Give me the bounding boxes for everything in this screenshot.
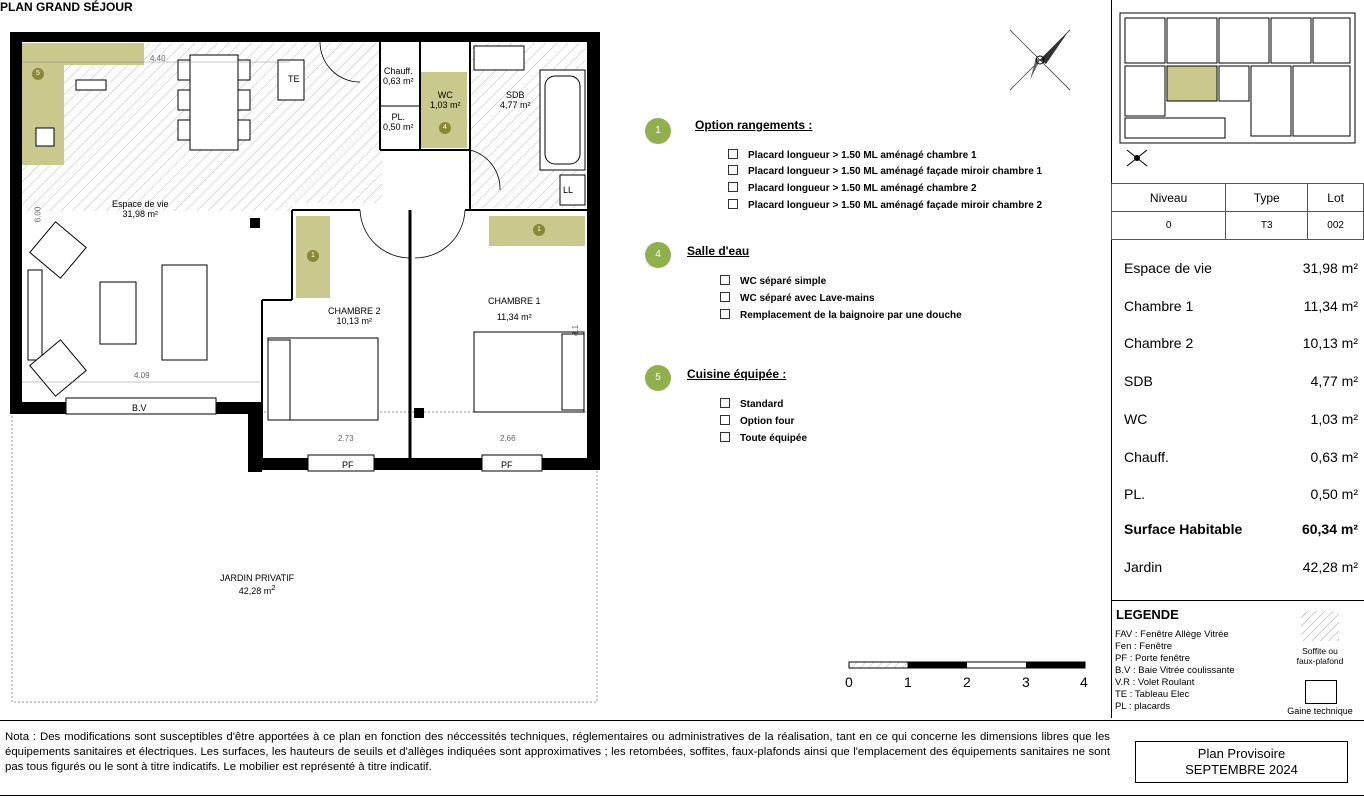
bottom-divider <box>0 795 1364 796</box>
checkbox[interactable] <box>720 309 730 319</box>
label-pf-ch1: PF <box>501 460 513 470</box>
scale-tick: 1 <box>904 674 912 690</box>
option-4-item[interactable]: Remplacement de la baignoire par une douche <box>720 309 962 321</box>
scale-bar <box>849 662 1085 668</box>
table-cell: 002 <box>1308 212 1364 240</box>
surface-row: Espace de vie 31,98 m² <box>1124 260 1358 276</box>
legend-item: FAV : Fenêtre Allège Vitrée <box>1115 629 1229 640</box>
option-1-badge: 1 <box>645 118 671 144</box>
label-te: TE <box>288 74 300 84</box>
label-chambre2: CHAMBRE 2 10,13 m² <box>328 306 381 326</box>
label-sdb: SDB 4,77 m² <box>500 90 531 110</box>
provisional-stamp: Plan Provisoire SEPTEMBRE 2024 <box>1135 741 1348 783</box>
option-1-title: Option rangements : <box>695 118 813 132</box>
table-cell: T3 <box>1226 212 1308 240</box>
option-1-item[interactable]: Placard longueur > 1.50 ML aménagé façade miroir chambre 2 <box>728 199 1042 211</box>
option-5-badge: 5 <box>645 365 671 391</box>
dim-6: 4.1 <box>571 324 581 337</box>
dim-1: 4.40 <box>150 54 166 63</box>
table-header: Niveau <box>1112 184 1226 212</box>
option-4-item[interactable]: WC séparé simple <box>720 275 826 287</box>
option-4-badge: 4 <box>645 242 671 268</box>
gaine-label: Gaine technique <box>1287 706 1353 716</box>
checkbox[interactable] <box>720 415 730 425</box>
checkbox[interactable] <box>720 292 730 302</box>
option-5-item[interactable]: Standard <box>720 398 783 410</box>
checkbox[interactable] <box>720 432 730 442</box>
scale-tick: 0 <box>845 674 853 690</box>
option-1-item[interactable]: Placard longueur > 1.50 ML aménagé chambre 1 <box>728 149 977 161</box>
dim-4: 2.73 <box>338 434 354 443</box>
checkbox[interactable] <box>728 199 738 209</box>
legend-item: Fen : Fenêtre <box>1115 641 1173 652</box>
marker-option-1-ch2: 1 <box>307 250 319 262</box>
checkbox[interactable] <box>728 149 738 159</box>
marker-option-5: 5 <box>32 68 44 80</box>
page-title: PLAN GRAND SÉJOUR <box>0 0 133 14</box>
divider <box>1111 600 1364 601</box>
checkbox[interactable] <box>728 165 738 175</box>
option-5-title: Cuisine équipée : <box>687 367 787 381</box>
legend-title: LEGENDE <box>1116 607 1179 622</box>
soffite-swatch <box>1300 610 1340 642</box>
gaine-swatch <box>1305 680 1337 704</box>
label-ll: LL <box>563 185 574 195</box>
surface-row: Chauff. 0,63 m² <box>1124 449 1358 465</box>
disclaimer-note: Nota : Des modifications sont susceptibles d'être apportées à ce plan en fonction des néccessités techniques, réglementaires ou administratives de la réalisation, tant en ce qui concerne les dimensions libres que les équipements sanitaires et électriques. Les surfaces, les hauteurs de seuils et d'allèges indiquées sont approximatives ; les retombées, soffites, faux-plafonds ainsi que l'emplacement des équipements sanitaires ne sont pas tous figurés ou le sont à titre indicatifs. Le mobilier est représenté à titre indicatif. <box>5 731 1110 773</box>
scale-tick: 2 <box>963 674 971 690</box>
lot-table <box>1111 183 1364 240</box>
checkbox[interactable] <box>728 182 738 192</box>
legend-item: PL : placards <box>1115 701 1171 712</box>
label-jardin: JARDIN PRIVATIF 42,28 $m^2$ <box>220 573 295 596</box>
table-header: Type <box>1226 184 1308 212</box>
compass-rose <box>1010 30 1070 90</box>
legend-item: B.V : Baie Vitrée coulissante <box>1115 665 1235 676</box>
surface-row: Chambre 1 11,34 m² <box>1124 298 1358 314</box>
legend-item: V.R : Volet Roulant <box>1115 677 1195 688</box>
soffite-label: Soffite ou faux-plafond <box>1296 646 1344 666</box>
wc-zone <box>421 72 467 148</box>
scale-tick: 3 <box>1022 674 1030 690</box>
marker-option-1-ch1: 1 <box>533 224 545 236</box>
surface-row: SDB 4,77 m² <box>1124 373 1358 389</box>
surface-row: WC 1,03 m² <box>1124 411 1358 427</box>
label-wc: WC 1,03 m² <box>430 90 461 110</box>
option-5-item[interactable]: Option four <box>720 415 794 427</box>
label-pl: PL. 0,50 m² <box>383 112 414 132</box>
surface-row: PL. 0,50 m² <box>1124 486 1358 502</box>
legend-item: PF : Porte fenêtre <box>1115 653 1190 664</box>
label-chambre1: CHAMBRE 1 11,34 m² <box>488 296 541 322</box>
legend-item: TE : Tableau Elec <box>1115 689 1190 700</box>
label-pf-ch2: PF <box>342 460 354 470</box>
option-1-item[interactable]: Placard longueur > 1.50 ML aménagé chambre 2 <box>728 182 977 194</box>
surface-row: Chambre 2 10,13 m² <box>1124 335 1358 351</box>
label-chauff: Chauff. 0,63 m² <box>383 66 414 86</box>
table-cell: 0 <box>1112 212 1226 240</box>
option-4-item[interactable]: WC séparé avec Lave-mains <box>720 292 875 304</box>
dim-3: 4.09 <box>134 371 150 380</box>
dim-5: 2.66 <box>500 434 516 443</box>
table-header: Lot <box>1308 184 1364 212</box>
checkbox[interactable] <box>720 275 730 285</box>
option-1-item[interactable]: Placard longueur > 1.50 ML aménagé façade miroir chambre 1 <box>728 165 1042 177</box>
scale-tick: 4 <box>1080 674 1088 690</box>
label-espace: Espace de vie 31,98 m² <box>112 199 169 219</box>
option-5-item[interactable]: Toute équipée <box>720 432 807 444</box>
footer-divider <box>0 720 1364 721</box>
dim-2: 6.00 <box>33 206 43 223</box>
surface-total: Surface Habitable 60,34 m² <box>1124 521 1358 537</box>
checkbox[interactable] <box>720 398 730 408</box>
surface-row: Jardin 42,28 m² <box>1124 559 1358 575</box>
location-map <box>1115 8 1361 178</box>
option-4-title: Salle d'eau <box>687 244 750 258</box>
marker-option-4: 4 <box>439 122 451 134</box>
label-bv: B.V <box>132 403 147 413</box>
